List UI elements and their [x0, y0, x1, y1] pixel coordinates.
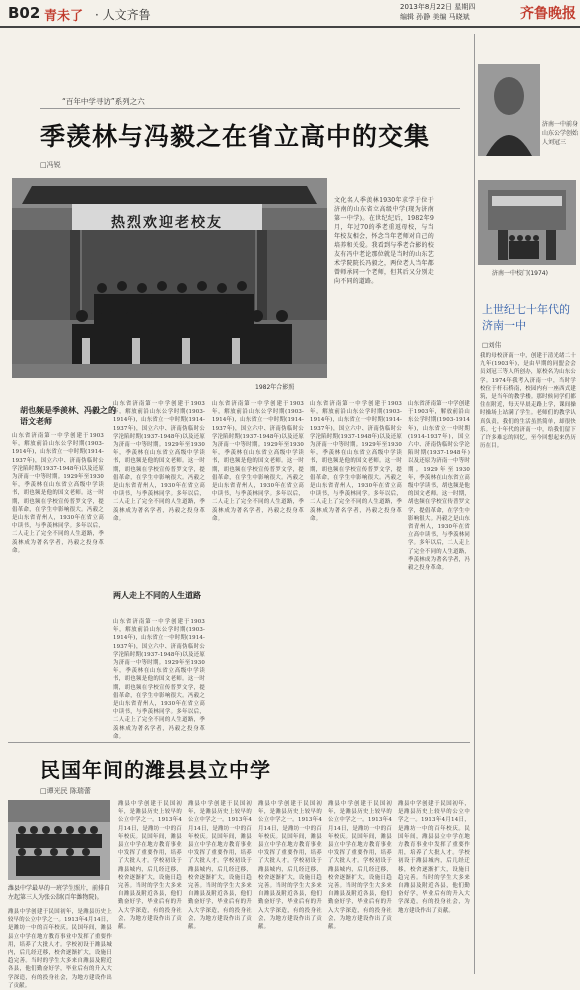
header-rule [0, 26, 580, 28]
page-code: B02 [8, 4, 41, 22]
school-gate-photo [478, 180, 576, 265]
article1-photo-note: 文化名人季羡林1930年求学于位于济南的山东省立高级中学(现为济南第一中学)。在世纪纪后，1982年9月，年过70的季老重返母校，与当年校友相会，怀念当年老师对自己的培养和关爱。我看到与季老合影的校友有冯中老论那位就是当时的山东艺术学院院长冯毅之，两位老人当年都曾师承同一个老师，但其后又分别走向不同的道路。 [334, 197, 434, 285]
article2-title: 民国年间的潍县县立中学 [40, 758, 271, 782]
sidebar-text: 我的母校济南一中，创建于清光绪二十九年(1903年)，是由早期的同盟会会员刘冠三等人所创办，原校名为山东公学。1974年我考入济南一中，当时学校位于杆石桥南，校园内有一座西式建筑，是当年的教学楼。那时候同学们都住在附近，每天早晨走路上学，课间操时操场上站满了学生。老师们的教学认真负责，我们的生活虽然简单，却很快乐。七十年代的济南一中，给我们留下了许多难忘的回忆，至今回想起来仍历历在目。 [480, 353, 576, 450]
portrait-caption: 济南一中前身山东公学创始人刘冠三 [542, 121, 579, 146]
newspaper-logo: 齐鲁晚报 [520, 6, 576, 22]
section-name: · 人文齐鲁 [95, 8, 151, 22]
article1-col5: 山东省济南第一中学创建于1903年，解放前沿山东公学时期(1903-1914年)，山东省立一中时期(1914-1937年)，国立六中、济南伪临时公学沦陷时期(1937-1948年)以及还原为济南一中等时期。1929年至1930年，季羡林在山东省立高级中学读书，胡也频是他的国文老师。这一时期，胡也频在学校宣传普罗文学，提倡革命，在学生中影响很大。冯毅之是山东省青州人，1930年在省立高中读书，与季羡林同学。多年以后，二人走上了完全不同的人生道路，季羡林成为著名学者，冯毅之投身革命。 [408, 401, 470, 572]
article1-photo-caption: 1982年合影照 [255, 384, 295, 391]
article1-col3: 山东省济南第一中学创建于1903年，解放前沿山东公学时期(1903-1914年)，山东省立一中时期(1914-1937年)，国立六中、济南伪临时公学沦陷时期(1937-1948年)以及还原为济南一中等时期。1929年至1930年，季羡林在山东省立高级中学读书，胡也频是他的国文老师。这一时期，胡也频在学校宣传普罗文学，提倡革命，在学生中影响很大。冯毅之是山东省青州人，1930年在省立高中读书，与季羡林同学。多年以后，二人走上了完全不同的人生道路，季羡林成为著名学者，冯毅之投身革命。 [212, 401, 304, 522]
founder-portrait [478, 64, 540, 156]
page-header [0, 0, 580, 26]
sidebar-title: 上世纪七十年代的济南一中 [482, 303, 570, 332]
article1-group-photo [12, 178, 327, 378]
article1-subhead2: 两人走上不同的人生道路 [113, 590, 201, 600]
sidebar-rule [474, 34, 475, 974]
article1-col4: 山东省济南第一中学创建于1903年，解放前沿山东公学时期(1903-1914年)，山东省立一中时期(1914-1937年)，国立六中、济南伪临时公学沦陷时期(1937-1948年)以及还原为济南一中等时期。1929年至1930年，季羡林在山东省立高级中学读书，胡也频是他的国文老师。这一时期，胡也频在学校宣传普罗文学，提倡革命，在学生中影响很大。冯毅之是山东省青州人，1930年在省立高中读书，与季羡林同学。多年以后，二人走上了完全不同的人生道路，季羡林成为著名学者，冯毅之投身革命。 [310, 401, 402, 522]
portrait-svg [478, 64, 540, 156]
class-photo-svg [8, 800, 110, 880]
article2-col3: 潍县中学创建于民国初年，是潍县历史上较早的公立中学之一。1913年4月14日，是潍坊一中的百年校庆。民国年间，潍县县立中学在地方教育事业中发挥了重要作用，培养了大批人才。学校初设于潍县城内，后几经迁移，校舍逐渐扩大，设施日趋完善。当时的学生大多来自潍县及附近各县，他们勤奋好学，毕业后有的升入大学深造，有的投身社会，为地方建设作出了贡献。 [188, 801, 252, 931]
article1-col2b: 山东省济南第一中学创建于1903年，解放前沿山东公学时期(1903-1914年)，山东省立一中时期(1914-1937年)，国立六中、济南伪临时公学沦陷时期(1937-1948年)以及还原为济南一中等时期。1929年至1930年，季羡林在山东省立高级中学读书，胡也频是他的国文老师。这一时期，胡也频在学校宣传普罗文学，提倡革命，在学生中影响很大。冯毅之是山东省青州人，1930年在省立高中读书，与季羡林同学。多年以后，二人走上了完全不同的人生道路，季羡林成为著名学者，冯毅之投身革命。 [113, 619, 205, 740]
article2-class-photo [8, 800, 110, 880]
group-photo-svg [12, 178, 327, 378]
article1-byline: □冯锐 [40, 161, 61, 169]
article1-col2: 山东省济南第一中学创建于1903年，解放前沿山东公学时期(1903-1914年)，山东省立一中时期(1914-1937年)，国立六中、济南伪临时公学沦陷时期(1937-1948年)以及还原为济南一中等时期。1929年至1930年，季羡林在山东省立高级中学读书，胡也频是他的国文老师。这一时期，胡也频在学校宣传普罗文学，提倡革命，在学生中影响很大。冯毅之是山东省青州人，1930年在省立高中读书，与季羡林同学。多年以后，二人走上了完全不同的人生道路，季羡林成为著名学者，冯毅之投身革命。 [113, 401, 205, 522]
school-photo-caption: 济南一中校门(1974) [492, 270, 548, 277]
article2-col1: 潍县中学创建于民国初年，是潍县历史上较早的公立中学之一。1913年4月14日，是潍坊一中的百年校庆。民国年间，潍县县立中学在地方教育事业中发挥了重要作用，培养了大批人才。学校初设于潍县城内，后几经迁移，校舍逐渐扩大，设施日趋完善。当时的学生大多来自潍县及附近各县，他们勤奋好学，毕业后有的升入大学深造，有的投身社会，为地方建设作出了贡献。 [8, 909, 112, 989]
article2-col6: 潍县中学创建于民国初年，是潍县历史上较早的公立中学之一。1913年4月14日，是潍坊一中的百年校庆。民国年间，潍县县立中学在地方教育事业中发挥了重要作用，培养了大批人才。学校初设于潍县城内，后几经迁移，校舍逐渐扩大，设施日趋完善。当时的学生大多来自潍县及附近各县，他们勤奋好学，毕业后有的升入大学深造，有的投身社会，为地方建设作出了贡献。 [398, 801, 470, 914]
article-divider [8, 742, 470, 743]
series-rule [40, 108, 460, 109]
article1-subhead1: 胡也频是季羡林、冯毅之的语文老师 [20, 405, 116, 426]
article2-byline: □谭光民 陈瑞蕾 [40, 787, 91, 795]
school-gate-svg [478, 180, 576, 265]
column-name: 青未了 [44, 9, 84, 24]
article2-col5: 潍县中学创建于民国初年，是潍县历史上较早的公立中学之一。1913年4月14日，是潍坊一中的百年校庆。民国年间，潍县县立中学在地方教育事业中发挥了重要作用，培养了大批人才。学校初设于潍县城内，后几经迁移，校舍逐渐扩大，设施日趋完善。当时的学生大多来自潍县及附近各县，他们勤奋好学，毕业后有的升入大学深造，有的投身社会，为地方建设作出了贡献。 [328, 801, 392, 931]
article2-photo-caption: 潍县中学最早的一班学生照片，前排自左起第三人为张公制(百年潍物院)。 [8, 885, 111, 901]
article1-title: 季羡林与冯毅之在省立高中的交集 [40, 122, 431, 151]
welcome-banner: 热烈欢迎老校友 [111, 215, 223, 231]
editors-line: 编辑 孙静 美编 马晓斌 [400, 13, 470, 21]
article1-col1: 山东省济南第一中学创建于1903年，解放前沿山东公学时期(1903-1914年)，山东省立一中时期(1914-1937年)，国立六中、济南伪临时公学沦陷时期(1937-1948年)以及还原为济南一中等时期。1929年至1930年，季羡林在山东省立高级中学读书，胡也频是他的国文老师。这一时期，胡也频在学校宣传普罗文学，提倡革命，在学生中影响很大。冯毅之是山东省青州人，1930年在省立高中读书，与季羡林同学。多年以后，二人走上了完全不同的人生道路，季羡林成为著名学者，冯毅之投身革命。 [12, 433, 104, 554]
article2-col2: 潍县中学创建于民国初年，是潍县历史上较早的公立中学之一。1913年4月14日，是潍坊一中的百年校庆。民国年间，潍县县立中学在地方教育事业中发挥了重要作用，培养了大批人才。学校初设于潍县城内，后几经迁移，校舍逐渐扩大，设施日趋完善。当时的学生大多来自潍县及附近各县，他们勤奋好学，毕业后有的升入大学深造，有的投身社会，为地方建设作出了贡献。 [118, 801, 182, 931]
sidebar-byline: □刘伟 [482, 341, 502, 349]
article2-col4: 潍县中学创建于民国初年，是潍县历史上较早的公立中学之一。1913年4月14日，是潍坊一中的百年校庆。民国年间，潍县县立中学在地方教育事业中发挥了重要作用，培养了大批人才。学校初设于潍县城内，后几经迁移，校舍逐渐扩大，设施日趋完善。当时的学生大多来自潍县及附近各县，他们勤奋好学，毕业后有的升入大学深造，有的投身社会，为地方建设作出了贡献。 [258, 801, 322, 931]
series-label: “百年中学寻访”系列之六 [62, 97, 145, 106]
date-line: 2013年8月22日 星期四 [400, 3, 476, 11]
